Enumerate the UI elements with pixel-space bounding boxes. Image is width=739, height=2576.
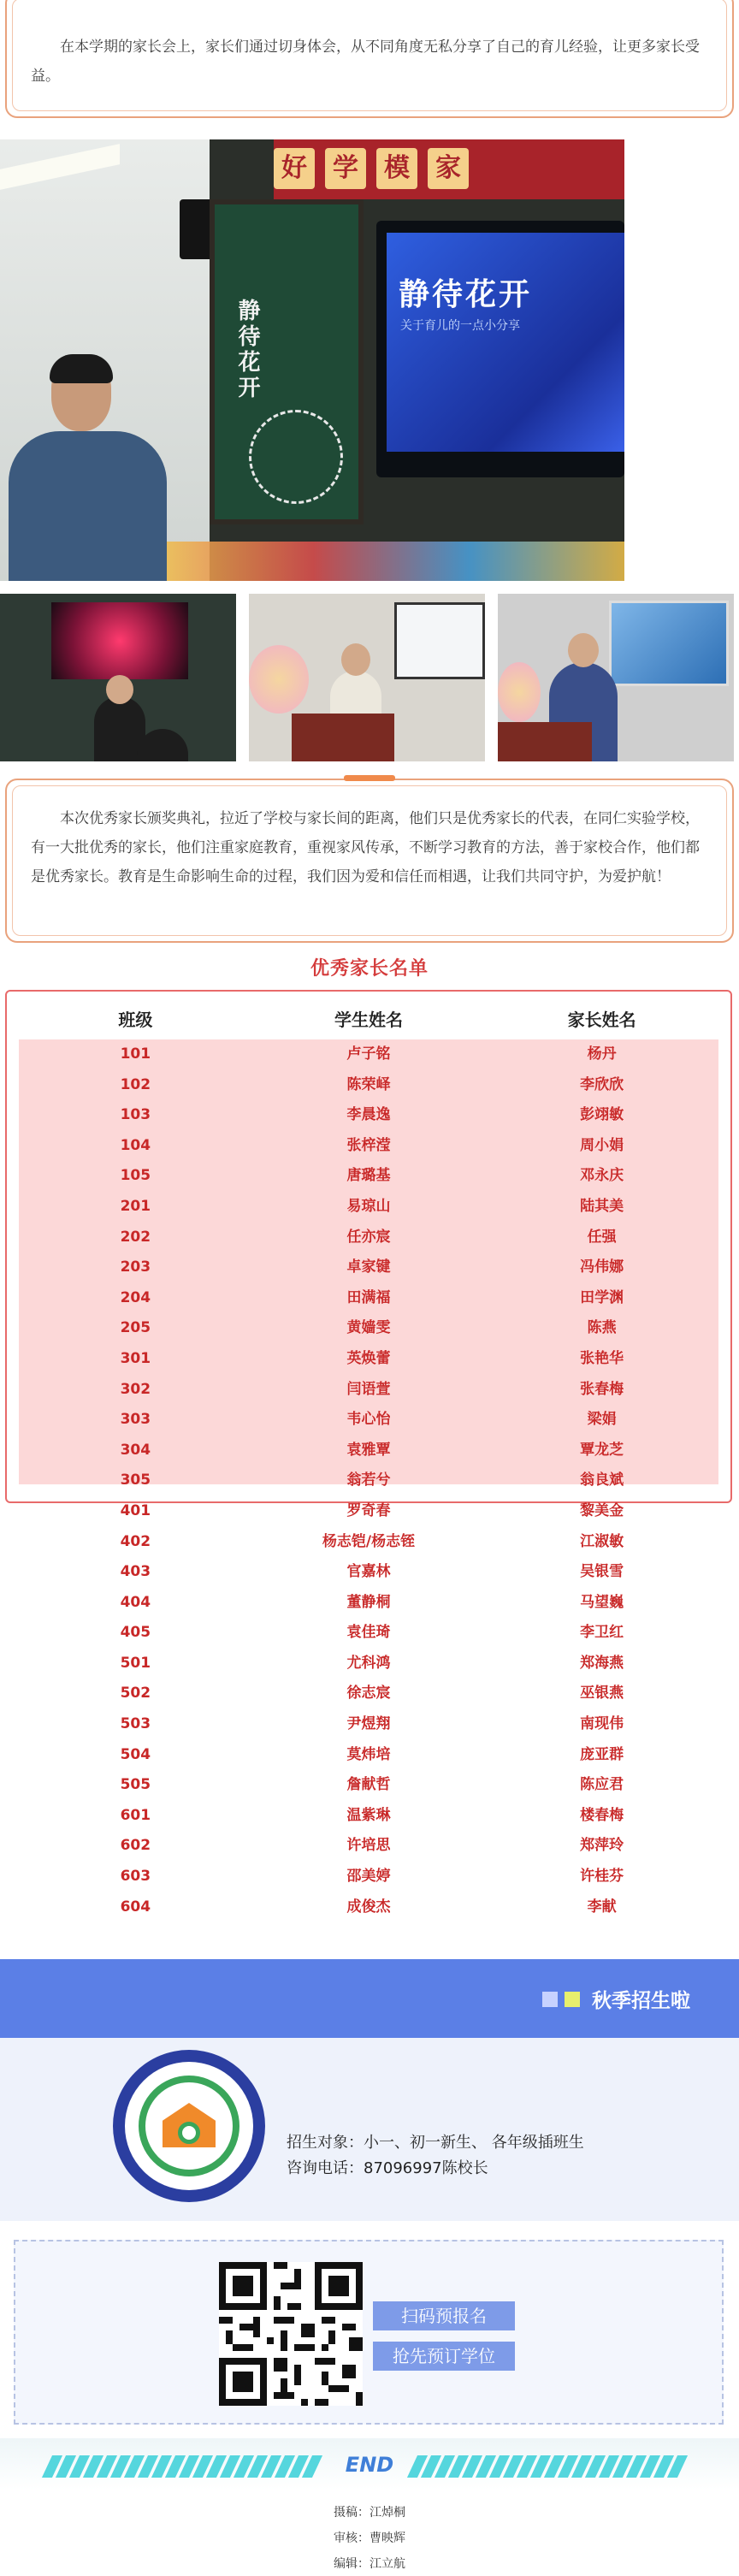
cell-class: 101 — [120, 1045, 151, 1063]
intro-paragraph: 在本学期的家长会上，家长们通过切身体会，从不同角度无私分享了自己的育儿经验，让更多家长受益。 — [31, 38, 700, 85]
cell-class: 601 — [120, 1806, 151, 1824]
table-row — [19, 1223, 718, 1253]
person-body — [9, 431, 167, 581]
enroll-banner — [0, 1959, 739, 2038]
cell-parent: 任强 — [587, 1228, 617, 1246]
table-row — [19, 1405, 718, 1436]
cell-class: 503 — [120, 1715, 151, 1733]
cell-parent: 江淑敏 — [580, 1532, 624, 1550]
table-row — [19, 1313, 718, 1344]
cell-parent: 陈应君 — [580, 1776, 624, 1794]
cell-student: 成俊杰 — [346, 1898, 391, 1916]
table-row — [19, 1892, 718, 1923]
cell-parent: 翁良斌 — [580, 1472, 624, 1489]
small-photo-3-podium — [498, 722, 592, 761]
small-photo-3 — [498, 594, 734, 761]
cell-class: 603 — [120, 1868, 151, 1886]
cell-student: 翁若兮 — [346, 1472, 391, 1489]
cell-parent: 梁娟 — [587, 1411, 617, 1429]
cell-parent: 李献 — [587, 1898, 617, 1916]
cell-class: 405 — [120, 1624, 151, 1642]
cell-class: 403 — [120, 1563, 151, 1581]
cell-class: 602 — [120, 1837, 151, 1855]
table-row — [19, 1375, 718, 1406]
cell-student: 邵美婷 — [346, 1868, 391, 1886]
school-logo-icon — [113, 2050, 265, 2202]
header-class: 班级 — [118, 1010, 153, 1030]
qr-section — [14, 2240, 724, 2425]
cell-student: 徐志宸 — [346, 1685, 391, 1703]
cell-parent: 郑海燕 — [580, 1654, 624, 1672]
small-photo-2 — [249, 594, 485, 761]
cell-student: 尹煜翔 — [346, 1715, 391, 1733]
table-row — [19, 1557, 718, 1588]
cell-student: 卢子铭 — [346, 1045, 391, 1063]
table-row — [19, 1709, 718, 1740]
photo-speaker-person — [0, 358, 171, 581]
cell-parent: 黎美金 — [580, 1501, 624, 1519]
cell-class: 501 — [120, 1654, 151, 1672]
table-header — [19, 1005, 718, 1034]
header-parent: 家长姓名 — [567, 1010, 636, 1030]
table-row — [19, 1161, 718, 1192]
table-body — [19, 1039, 718, 1916]
end-stripes-right — [412, 2455, 686, 2478]
cell-parent: 庞亚群 — [580, 1745, 624, 1763]
tv-screen — [387, 233, 624, 452]
table-row — [19, 1618, 718, 1649]
list-title: 优秀家长名单 — [310, 958, 429, 980]
enroll-banner-text: 秋季招生啦 — [592, 1990, 690, 2012]
end-label: END — [345, 2453, 394, 2477]
cell-class: 205 — [120, 1319, 151, 1337]
qr-code-icon[interactable] — [219, 2262, 363, 2406]
table-row — [19, 1070, 718, 1101]
cell-parent: 邓永庆 — [580, 1167, 624, 1185]
table-row — [19, 1466, 718, 1496]
cell-class: 203 — [120, 1258, 151, 1276]
reserve-seat-button[interactable]: 抢先预订学位 — [373, 2342, 515, 2371]
cell-student: 韦心怡 — [346, 1411, 391, 1429]
cell-student: 杨志铠/杨志铚 — [322, 1532, 416, 1550]
cell-student: 袁雅覃 — [346, 1441, 391, 1459]
enroll-target: 招生对象：小一、初一新生、 各年级插班生 — [287, 2134, 584, 2152]
end-stripes-left — [47, 2455, 321, 2478]
cell-student: 易琼山 — [346, 1197, 391, 1215]
small-photo-2-podium — [292, 714, 394, 761]
cell-class: 103 — [120, 1106, 151, 1124]
credit-photo: 摄稿：江焯桐 — [334, 2506, 405, 2520]
cell-class: 204 — [120, 1288, 151, 1306]
table-row — [19, 1252, 718, 1283]
cell-student: 袁佳琦 — [346, 1624, 391, 1642]
cell-student: 田满福 — [346, 1288, 391, 1306]
table-row — [19, 1344, 718, 1375]
cell-student: 闫语萱 — [346, 1380, 391, 1398]
photo-banner — [274, 139, 624, 199]
cell-student: 黄嫱雯 — [346, 1319, 391, 1337]
credit-review: 审核：曹映辉 — [334, 2532, 405, 2545]
banner-square-icon — [542, 1992, 558, 2007]
cell-class: 102 — [120, 1075, 151, 1093]
cell-class: 302 — [120, 1380, 151, 1398]
classroom-photo — [0, 139, 624, 581]
cell-student: 李晨逸 — [346, 1106, 391, 1124]
table-row — [19, 1740, 718, 1771]
cell-parent: 彭翊敏 — [580, 1106, 624, 1124]
cell-class: 604 — [120, 1898, 151, 1916]
cell-student: 任亦宸 — [346, 1228, 391, 1246]
cell-class: 401 — [120, 1501, 151, 1519]
header-student: 学生姓名 — [334, 1010, 403, 1030]
cell-student: 唐璐基 — [346, 1167, 391, 1185]
cell-class: 104 — [120, 1136, 151, 1154]
textbox-tab — [344, 775, 395, 781]
parents-table — [5, 990, 732, 1916]
small-photo-1 — [0, 594, 236, 761]
person-hair — [50, 354, 113, 383]
cell-student: 卓家键 — [346, 1258, 391, 1276]
table-row — [19, 1283, 718, 1314]
small-photo-2-figure-head — [341, 643, 370, 676]
small-photo-2-screen — [394, 602, 485, 679]
credit-editor: 编辑：江立航 — [334, 2557, 405, 2571]
photo-desks — [158, 542, 624, 581]
cell-class: 305 — [120, 1472, 151, 1489]
small-photo-1-screen — [51, 602, 188, 679]
photo-chalkboard — [210, 199, 364, 524]
cell-class: 105 — [120, 1167, 151, 1185]
small-photo-3-figure-head — [568, 633, 599, 667]
small-photo-1-figure-head — [106, 675, 133, 704]
cell-parent: 覃龙芝 — [580, 1441, 624, 1459]
cell-student: 尤科鸿 — [346, 1654, 391, 1672]
cell-parent: 马望巍 — [580, 1593, 624, 1611]
cell-parent: 南现伟 — [580, 1715, 624, 1733]
cell-parent: 陆其美 — [580, 1197, 624, 1215]
cell-student: 詹献哲 — [346, 1776, 391, 1794]
banner-char-1: 好 — [274, 148, 315, 189]
banner-char-3: 模 — [376, 148, 417, 189]
cell-parent: 李卫红 — [580, 1624, 624, 1642]
cell-student: 陈荣峄 — [346, 1075, 391, 1093]
chalkboard-drawing — [249, 410, 343, 504]
small-photo-3-screen — [609, 601, 729, 686]
small-photo-3-flowers — [498, 662, 541, 722]
cell-student: 莫炜培 — [346, 1745, 391, 1763]
table-row — [19, 1649, 718, 1679]
cell-parent: 田学渊 — [580, 1288, 624, 1306]
enroll-panel — [0, 2038, 739, 2221]
cell-parent: 冯伟娜 — [580, 1258, 624, 1276]
cell-class: 304 — [120, 1441, 151, 1459]
cell-parent: 吴银雪 — [580, 1563, 624, 1581]
cell-parent: 杨丹 — [587, 1045, 617, 1063]
chalkboard-text: 静待花开 — [234, 299, 260, 401]
table-row — [19, 1862, 718, 1892]
cell-student: 许培思 — [346, 1837, 391, 1855]
logo-emblem — [178, 2122, 200, 2144]
cell-student: 张梓滢 — [346, 1136, 391, 1154]
scan-register-button[interactable]: 扫码预报名 — [373, 2301, 515, 2330]
banner-square-icon-yellow — [565, 1992, 580, 2007]
cell-class: 202 — [120, 1228, 151, 1246]
table-row — [19, 1527, 718, 1558]
cell-student: 官嘉林 — [346, 1563, 391, 1581]
photo-tv — [376, 221, 624, 477]
small-photo-2-flowers — [249, 645, 309, 714]
table-row — [19, 1679, 718, 1709]
cell-parent: 郑萍玲 — [580, 1837, 624, 1855]
cell-parent: 张春梅 — [580, 1380, 624, 1398]
banner-char-2: 学 — [325, 148, 366, 189]
cell-class: 402 — [120, 1532, 151, 1550]
table-row — [19, 1436, 718, 1466]
cell-class: 404 — [120, 1593, 151, 1611]
cell-parent: 巫银燕 — [580, 1685, 624, 1703]
cell-class: 505 — [120, 1776, 151, 1794]
cell-parent: 楼春梅 — [580, 1806, 624, 1824]
enroll-phone[interactable]: 咨询电话：87096997陈校长 — [287, 2159, 488, 2177]
cell-parent: 张艳华 — [580, 1349, 624, 1367]
cell-class: 504 — [120, 1745, 151, 1763]
table-row — [19, 1192, 718, 1223]
cell-class: 201 — [120, 1197, 151, 1215]
tv-title: 静待花开 — [399, 277, 533, 312]
cell-student: 温紫琳 — [346, 1806, 391, 1824]
table-row — [19, 1770, 718, 1801]
cell-student: 罗奇春 — [346, 1501, 391, 1519]
cell-parent: 许桂芬 — [580, 1868, 624, 1886]
cell-parent: 陈燕 — [587, 1319, 617, 1337]
enroll-info — [287, 2130, 584, 2182]
table-row — [19, 1131, 718, 1162]
ceremony-textbox — [5, 779, 734, 943]
cell-class: 303 — [120, 1411, 151, 1429]
table-row — [19, 1100, 718, 1131]
table-row — [19, 1588, 718, 1619]
cell-class: 301 — [120, 1349, 151, 1367]
intro-textbox — [5, 0, 734, 118]
table-row — [19, 1831, 718, 1862]
banner-char-4: 家 — [428, 148, 469, 189]
table-row — [19, 1801, 718, 1832]
cell-student: 英焕蕾 — [346, 1349, 391, 1367]
tv-subtitle: 关于育儿的一点小分享 — [400, 319, 520, 333]
cell-parent: 李欣欣 — [580, 1075, 624, 1093]
cell-class: 502 — [120, 1685, 151, 1703]
cell-student: 董静桐 — [346, 1593, 391, 1611]
table-row — [19, 1039, 718, 1070]
ceremony-paragraph: 本次优秀家长颁奖典礼，拉近了学校与家长间的距离，他们只是优秀家长的代表，在同仁实验学校，有一大批优秀的家长，他们注重家庭教育，重视家风传承，不断学习教育的方法，善于家校合作，他们都是优秀家长。教育是生命影响生命的过程，我们因为爱和信任而相遇，让我们共同守护，为爱护航！ — [31, 810, 700, 885]
cell-parent: 周小娟 — [580, 1136, 624, 1154]
table-row — [19, 1496, 718, 1527]
